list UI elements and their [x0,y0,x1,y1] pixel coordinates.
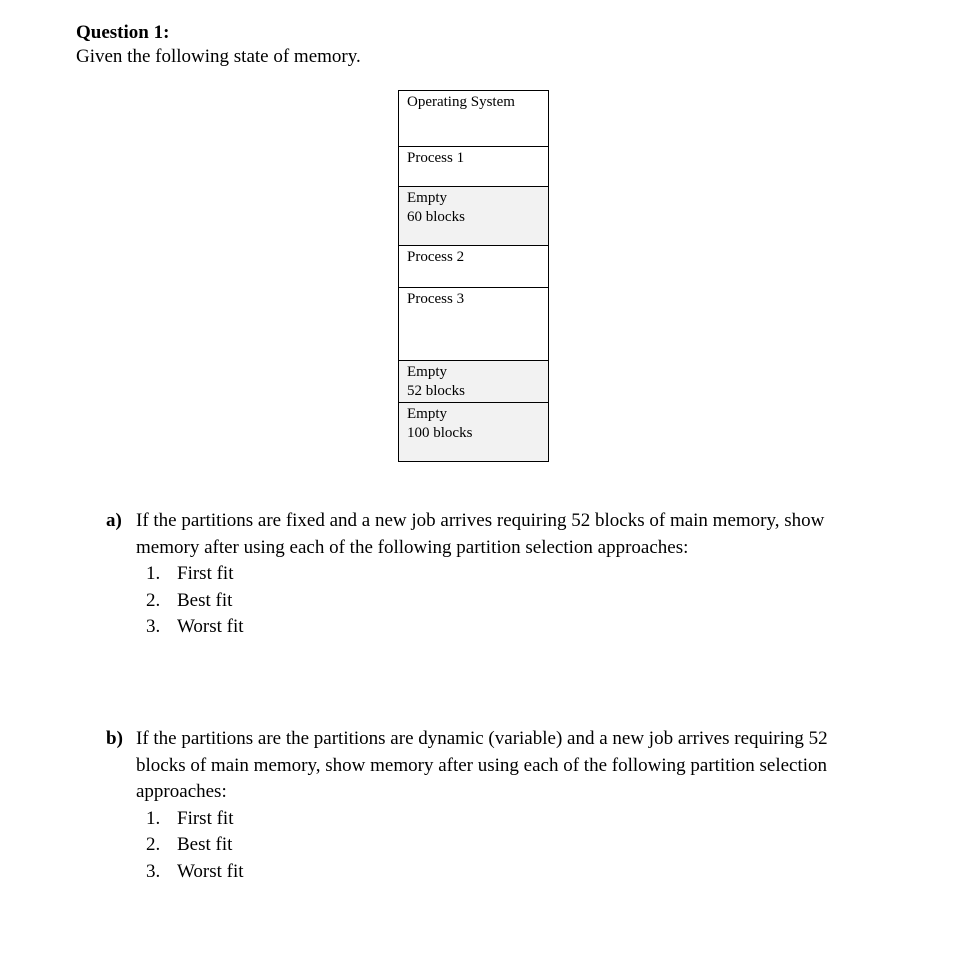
part-a-options [146,561,876,641]
memory-block-size: 52 blocks [407,383,465,399]
part-b-text: If the partitions are the partitions are dynamic (variable) and a new job arrives requiring 52 blocks of main memory, show memory after using each of the following partition selection approaches: [136,728,828,802]
list-item [146,859,876,886]
option-label: Best fit [177,834,233,855]
question-intro: Given the following state of memory. [76,46,361,67]
option-number: 2. [146,589,161,611]
option-number: 2. [146,834,161,855]
list-item [146,588,876,615]
option-label: Worst fit [177,616,244,637]
memory-block-process-3 [398,288,549,361]
memory-block-label: Process 3 [407,291,465,307]
memory-block-label: Empty [407,364,447,380]
option-label: Worst fit [177,860,244,882]
list-item [146,614,876,641]
part-a-text: If the partitions are fixed and a new job arrives requiring 52 blocks of main memory, show memory after using each of the following partition selection approaches: [136,510,825,558]
option-label: Best fit [177,589,233,611]
memory-block-label: Empty [407,406,447,422]
part-b [106,726,876,885]
memory-block-empty-52 [398,361,549,403]
memory-block-label: Process 1 [407,150,465,166]
question-title: Question 1: [76,22,170,43]
memory-block-process-1 [398,147,549,187]
list-item [146,832,876,859]
option-label: First fit [177,563,234,584]
part-b-options [146,806,876,886]
memory-block-label: Operating System [407,94,515,110]
part-a-marker: a) [106,510,122,531]
list-item [146,561,876,588]
part-a [106,508,876,641]
option-number: 3. [146,860,161,882]
list-item [146,806,876,833]
option-number: 1. [146,563,161,584]
option-number: 1. [146,807,161,829]
memory-block-size: 100 blocks [407,425,473,441]
memory-block-empty-60 [398,187,549,246]
option-label: First fit [177,807,234,829]
option-number: 3. [146,616,161,637]
memory-block-empty-100 [398,403,549,462]
memory-diagram [398,90,549,462]
memory-block-size: 60 blocks [407,209,465,225]
memory-block-os [398,90,549,147]
memory-block-process-2 [398,246,549,288]
memory-block-label: Empty [407,190,447,206]
memory-block-label: Process 2 [407,249,465,265]
part-b-marker: b) [106,728,123,749]
